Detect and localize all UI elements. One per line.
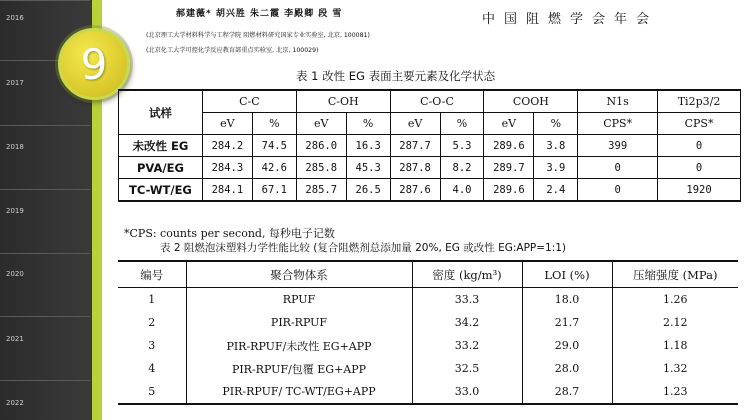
table1-cell: 0 — [658, 135, 741, 157]
table1-cell: 289.6 — [484, 179, 534, 202]
table-row — [118, 334, 738, 357]
table1-cell: 287.7 — [390, 135, 440, 157]
timeline-year: 2018 — [6, 143, 24, 151]
timeline-year: 2022 — [6, 399, 24, 407]
table1-cell: 284.2 — [202, 135, 252, 157]
table-row — [119, 135, 741, 157]
table2-header: 聚合物体系 — [186, 261, 412, 288]
table2-cell-density: 33.3 — [412, 288, 522, 312]
table1-caption: 表 1 改性 EG 表面主要元素及化学状态 — [296, 69, 496, 83]
timeline-divider — [0, 316, 90, 317]
table1-cell: 0 — [658, 157, 741, 179]
table1-cell: 45.3 — [346, 157, 390, 179]
table1-cell: 289.7 — [484, 157, 534, 179]
table1-cell: 285.8 — [296, 157, 346, 179]
table1-cell: 286.0 — [296, 135, 346, 157]
table1-sample-name: 未改性 EG — [119, 135, 203, 157]
table2-header: 压缩强度 (MPa) — [612, 261, 738, 288]
table1-header-group: C-O-C — [390, 90, 484, 113]
timeline-year: 2016 — [6, 14, 24, 22]
table2-caption: 表 2 阻燃泡沫塑料力学性能比较 (复合阻燃剂总添加量 20%, EG 或改性 EG:APP=1:1) — [160, 242, 567, 254]
timeline-year: 2019 — [6, 207, 24, 215]
table1-footnote: *CPS: counts per second, 每秒电子记数 — [124, 227, 335, 240]
table1-subheader: eV — [484, 113, 534, 135]
table1-subheader: % — [440, 113, 484, 135]
table1-cell: 2.4 — [534, 179, 578, 202]
table1-cell: 1920 — [658, 179, 741, 202]
table1-sample-name: PVA/EG — [119, 157, 203, 179]
table1-cell: 0 — [578, 179, 658, 202]
table1-cell: 67.1 — [252, 179, 296, 202]
table1-sample-name: TC-WT/EG — [119, 179, 203, 202]
table1-cell: 289.6 — [484, 135, 534, 157]
table2-cell-density: 33.0 — [412, 380, 522, 404]
table1-cell: 74.5 — [252, 135, 296, 157]
table1-header-group: N1s — [578, 90, 658, 113]
timeline-year: 2021 — [6, 335, 24, 343]
timeline-divider — [0, 253, 90, 254]
authors-line: 郝建薇* 胡兴胜 朱二霞 李殿卿 段 雪 — [176, 9, 343, 19]
table1-cell: 287.6 — [390, 179, 440, 202]
table1-cell: 0 — [578, 157, 658, 179]
table1-cell: 5.3 — [440, 135, 484, 157]
table1-header-group: C-OH — [296, 90, 390, 113]
table1-cell: 3.8 — [534, 135, 578, 157]
table1-subheader: CPS* — [578, 113, 658, 135]
table2-cell-no: 5 — [118, 380, 186, 404]
table2-cell-system: PIR-RPUF/未改性 EG+APP — [186, 334, 412, 357]
table2 — [118, 260, 738, 405]
table2-cell-loi: 18.0 — [522, 288, 612, 312]
table1-subheader: eV — [296, 113, 346, 135]
table2-cell-no: 2 — [118, 311, 186, 334]
table2-header: 密度 (kg/m³) — [412, 261, 522, 288]
timeline-year: 2020 — [6, 270, 24, 278]
table1-header-group: C-C — [202, 90, 296, 113]
table1-cell: 285.7 — [296, 179, 346, 202]
table1-cell: 4.0 — [440, 179, 484, 202]
table-row — [118, 311, 738, 334]
conference-title: 中国阻燃学会年会 — [482, 12, 659, 27]
table1-cell: 284.3 — [202, 157, 252, 179]
table2-cell-system: PIR-RPUF — [186, 311, 412, 334]
table1-subheader: % — [252, 113, 296, 135]
table1-header-group: COOH — [484, 90, 578, 113]
affiliation-1: (北京理工大学材料科学与工程学院 阻燃材料研究国家专业实验室, 北京, 100081) — [146, 32, 370, 39]
table1-cell: 287.8 — [390, 157, 440, 179]
table-row — [118, 288, 738, 312]
timeline-divider — [0, 0, 90, 1]
table2-header: 编号 — [118, 261, 186, 288]
timeline-divider — [0, 189, 90, 190]
page-number: 9 — [80, 39, 108, 89]
table1-header-sample: 试样 — [119, 90, 203, 135]
table1-cell: 8.2 — [440, 157, 484, 179]
table1-cell: 26.5 — [346, 179, 390, 202]
table2-cell-strength: 1.32 — [612, 357, 738, 380]
table2-cell-system: RPUF — [186, 288, 412, 312]
table-row — [118, 357, 738, 380]
table-row — [119, 157, 741, 179]
timeline-year: 2017 — [6, 79, 24, 87]
table2-cell-system: PIR-RPUF/包覆 EG+APP — [186, 357, 412, 380]
table-row — [119, 179, 741, 202]
table1-subheader: eV — [390, 113, 440, 135]
table1-cell: 16.3 — [346, 135, 390, 157]
table-row — [118, 380, 738, 404]
table2-cell-no: 3 — [118, 334, 186, 357]
table1-subheader: eV — [202, 113, 252, 135]
table1-cell: 284.1 — [202, 179, 252, 202]
table1-subheader: % — [534, 113, 578, 135]
table1-subheader: % — [346, 113, 390, 135]
table2-cell-no: 4 — [118, 357, 186, 380]
table2-cell-strength: 1.23 — [612, 380, 738, 404]
affiliation-2: (北京化工大学可控化学反应教育部重点实验室, 北京, 100029) — [146, 47, 319, 54]
table2-cell-loi: 29.0 — [522, 334, 612, 357]
table2-header: LOI (%) — [522, 261, 612, 288]
timeline-divider — [0, 125, 90, 126]
table2-cell-loi: 28.0 — [522, 357, 612, 380]
table2-cell-density: 33.2 — [412, 334, 522, 357]
table2-cell-density: 32.5 — [412, 357, 522, 380]
table2-cell-strength: 1.26 — [612, 288, 738, 312]
table1 — [118, 89, 741, 202]
table2-cell-loi: 21.7 — [522, 311, 612, 334]
table2-cell-density: 34.2 — [412, 311, 522, 334]
table1-subheader: CPS* — [658, 113, 741, 135]
table1-cell: 3.9 — [534, 157, 578, 179]
table2-cell-loi: 28.7 — [522, 380, 612, 404]
table1-cell: 42.6 — [252, 157, 296, 179]
table1-header-group: Ti2p3/2 — [658, 90, 741, 113]
table1-cell: 399 — [578, 135, 658, 157]
table2-cell-no: 1 — [118, 288, 186, 312]
table2-cell-system: PIR-RPUF/ TC-WT/EG+APP — [186, 380, 412, 404]
timeline-divider — [0, 380, 90, 381]
table2-cell-strength: 1.18 — [612, 334, 738, 357]
table2-cell-strength: 2.12 — [612, 311, 738, 334]
